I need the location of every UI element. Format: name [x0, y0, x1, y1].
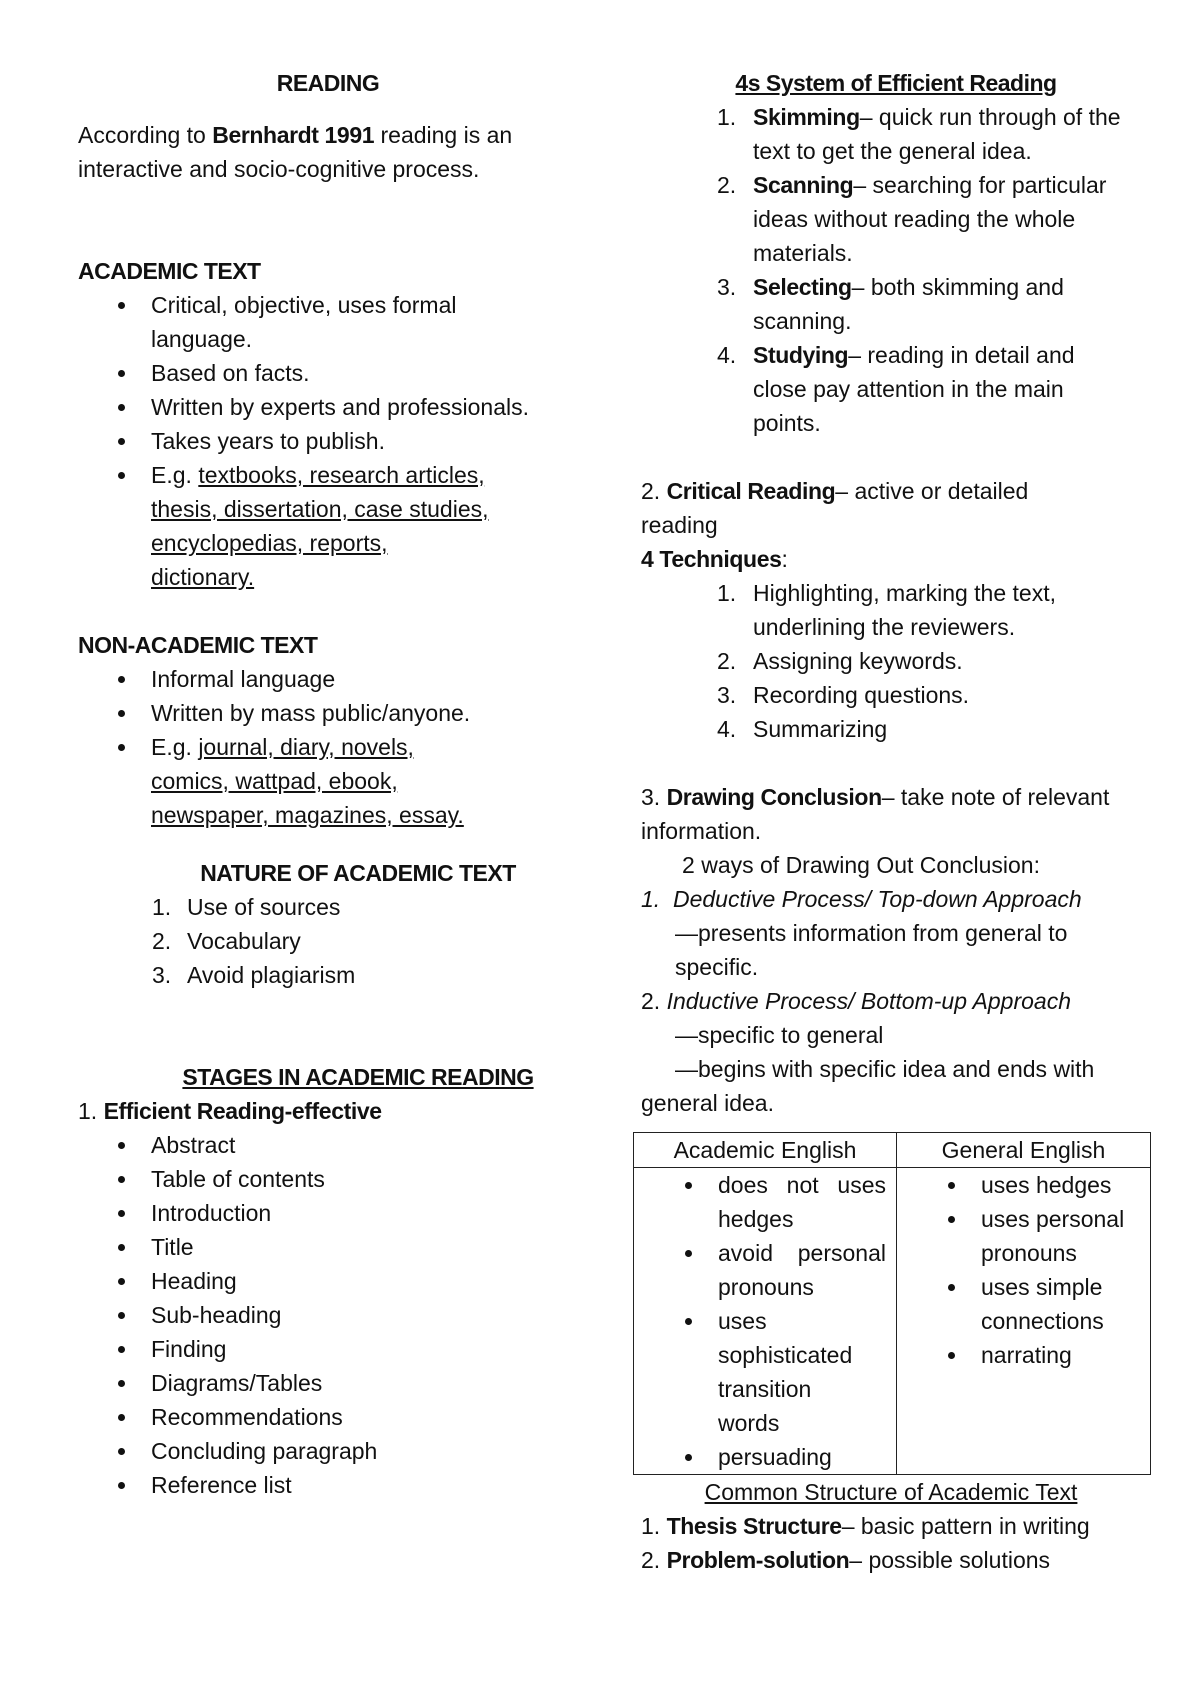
non-academic-text-list: [78, 662, 578, 832]
list-item: does not uses hedges: [634, 1168, 896, 1236]
list-item: 4. Studying– reading in detail and close pay attention in the main points.: [717, 342, 1075, 436]
list-item: Concluding paragraph: [78, 1434, 578, 1468]
ways-heading: 2 ways of Drawing Out Conclusion:: [682, 852, 1040, 878]
table-header: Academic English: [634, 1133, 897, 1168]
inductive-description-1: —specific to general: [675, 1022, 884, 1048]
list-item: Informal language: [78, 662, 578, 696]
list-item: Title: [78, 1230, 578, 1264]
examples-list: textbooks, research articles, thesis, dissertation, case studies, encyclopedias, reports, dictionary.: [151, 462, 489, 590]
academic-text-heading: ACADEMIC TEXT: [78, 258, 261, 284]
table-cell: [897, 1168, 1151, 1475]
list-item: uses hedges: [897, 1168, 1150, 1202]
list-item: 1. Skimming– quick run through of the text to get the general idea.: [717, 104, 1121, 164]
list-item: 2. Problem-solution– possible solutions: [641, 1547, 1051, 1573]
reading-title: READING: [276, 70, 380, 96]
table-cell: [634, 1168, 897, 1475]
list-item: Critical, objective, uses formal language.: [78, 288, 461, 356]
stages-subheading: 1. Efficient Reading-effective: [78, 1098, 382, 1124]
list-item: 2. Assigning keywords.: [717, 648, 963, 674]
comparison-table: [633, 1132, 1151, 1475]
list-item: Written by experts and professionals.: [78, 390, 631, 424]
list-item: 2. Vocabulary: [152, 928, 301, 954]
stages-list: [78, 1128, 578, 1502]
techniques-list: [641, 576, 1121, 746]
nature-heading: NATURE OF ACADEMIC TEXT: [200, 860, 516, 886]
list-item: Finding: [78, 1332, 578, 1366]
reading-intro: According to Bernhardt 1991 reading is an interactive and socio-cognitive process.: [78, 122, 513, 182]
list-item: 1. Use of sources: [152, 894, 341, 920]
list-item: Diagrams/Tables: [78, 1366, 578, 1400]
list-item: Takes years to publish.: [78, 424, 478, 458]
list-item: Table of contents: [78, 1162, 578, 1196]
deductive-approach: 1. Deductive Process/ Top-down Approach: [641, 886, 1082, 912]
list-item: 2. Scanning– searching for particular ideas without reading the whole materials.: [717, 172, 1107, 266]
table-header: General English: [897, 1133, 1151, 1168]
inductive-approach: 2. Inductive Process/ Bottom-up Approach: [641, 988, 1071, 1014]
four-s-heading: 4s System of Efficient Reading: [735, 70, 1057, 96]
list-item: Abstract: [78, 1128, 578, 1162]
nature-list: [78, 890, 578, 992]
left-column: [78, 66, 578, 1502]
common-structure-heading: Common Structure of Academic Text: [704, 1479, 1078, 1505]
academic-text-list: [78, 288, 529, 594]
deductive-description: —presents information from general to specific.: [675, 920, 1068, 980]
stages-heading: STAGES IN ACADEMIC READING: [182, 1064, 534, 1090]
list-item: Introduction: [78, 1196, 578, 1230]
list-item: 1. Highlighting, marking the text, underlining the reviewers.: [717, 580, 1056, 640]
techniques-heading: 4 Techniques:: [641, 546, 788, 572]
list-item: Written by mass public/anyone.: [78, 696, 578, 730]
right-column: [641, 66, 1151, 1577]
list-item: Sub-heading: [78, 1298, 578, 1332]
list-item: E.g. textbooks, research articles, thesis, dissertation, case studies, encyclopedias, reports, dictionary.: [78, 458, 496, 594]
critical-reading: 2. Critical Reading– active or detailed reading: [641, 478, 1029, 538]
list-item: Recommendations: [78, 1400, 578, 1434]
table-row: [634, 1168, 1151, 1475]
list-item: 4. Summarizing: [717, 716, 888, 742]
author-citation: Bernhardt 1991: [212, 122, 375, 148]
list-item: 3. Avoid plagiarism: [152, 962, 356, 988]
list-item: E.g. journal, diary, novels, comics, wattpad, ebook, newspaper, magazines, essay.: [78, 730, 496, 832]
list-item: Based on facts.: [78, 356, 478, 390]
list-item: 1. Thesis Structure– basic pattern in writing: [641, 1513, 1090, 1539]
non-academic-text-heading: NON-ACADEMIC TEXT: [78, 632, 318, 658]
list-item: narrating: [897, 1338, 1150, 1372]
list-item: avoid personal pronouns: [634, 1236, 896, 1304]
list-item: uses simple connections: [897, 1270, 1150, 1338]
list-item: uses personal pronouns: [897, 1202, 1150, 1270]
list-item: persuading: [634, 1440, 896, 1474]
list-item: 3. Recording questions.: [717, 682, 970, 708]
table-header-row: [634, 1133, 1151, 1168]
list-item: Reference list: [78, 1468, 578, 1502]
list-item: uses sophisticated transition words: [634, 1304, 896, 1440]
four-s-list: [641, 100, 1131, 440]
list-item: Heading: [78, 1264, 578, 1298]
examples-list: journal, diary, novels, comics, wattpad, ebook, newspaper, magazines, essay.: [151, 734, 464, 828]
drawing-conclusion: 3. Drawing Conclusion– take note of relevant information.: [641, 784, 1110, 844]
inductive-description-2: —begins with specific idea and ends with general idea.: [641, 1056, 1095, 1116]
list-item: 3. Selecting– both skimming and scanning.: [717, 274, 1064, 334]
